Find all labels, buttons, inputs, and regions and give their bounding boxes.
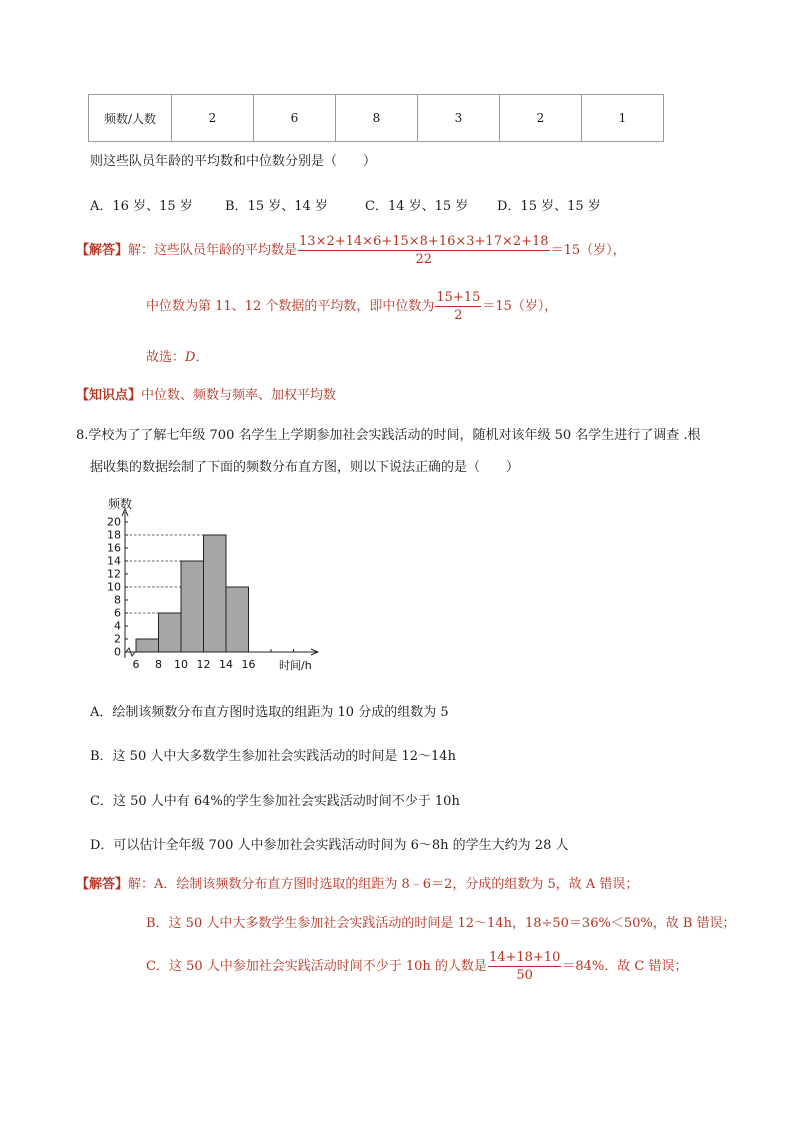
solution-a: 解：A．绘制该频数分布直方图时选取的组距为 8﹣6＝2，分成的组数为 5，故 A 错误；: [128, 877, 639, 892]
table-cell: 2: [500, 95, 582, 142]
table-cell: 1: [582, 95, 664, 142]
histogram-bar: [226, 587, 249, 652]
y-tick-label: 2: [114, 632, 121, 646]
choose-end: ．: [195, 350, 209, 365]
mean-fraction: [298, 234, 550, 267]
solution-b: B．这 50 人中大多数学生参加社会实践活动的时间是 12～14h，18÷50＝36%＜50%，故 B 错误；: [146, 916, 736, 931]
q7-option-b: B．15 岁、14 岁: [225, 199, 328, 214]
q7-median-line: [146, 290, 557, 323]
y-tick-label: 8: [114, 593, 121, 607]
y-tick-label: 16: [107, 541, 121, 555]
y-tick-label: 18: [107, 528, 121, 542]
solution-c-prefix: C．这 50 人中参加社会实践活动时间不少于 10h 的人数是: [146, 959, 487, 974]
y-tick-label: 6: [114, 606, 121, 620]
x-tick-label: 8: [155, 658, 162, 671]
y-tick-label: 10: [107, 580, 121, 594]
x-axis-label: 时间/h: [279, 659, 312, 672]
histogram-bar: [204, 535, 227, 652]
mean-numerator: 13×2+14×6+15×8+16×3+17×2+18: [299, 234, 549, 249]
q7-option-c: C．14 岁、15 岁: [365, 199, 469, 214]
q7-option-d: D．15 岁、15 岁: [497, 199, 601, 214]
table-row: [89, 95, 664, 142]
q7-answer-line: [76, 234, 626, 267]
q8-question-line1: 8.学校为了了解七年级 700 名学生上学期参加社会实践活动的时间，随机对该年级 50 名学生进行了调查 .根: [76, 428, 701, 443]
median-result: ＝15（岁），: [482, 299, 558, 314]
q8-option-b: B．这 50 人中大多数学生参加社会实践活动的时间是 12～14h: [90, 749, 456, 764]
x-tick-label: 10: [174, 658, 188, 671]
x-tick-label: 16: [241, 658, 256, 671]
q7-option-a: A．16 岁、15 岁: [90, 199, 193, 214]
frequency-table: [88, 94, 664, 142]
solution-c-denominator: 50: [516, 968, 533, 983]
choose-letter: D: [185, 350, 196, 365]
solution-c-fraction: [488, 950, 561, 983]
q7-knowledge-line: [76, 384, 336, 403]
table-cell: 2: [172, 95, 254, 142]
solution-c-suffix: ＝84%．故 C 错误；: [562, 959, 688, 974]
q7-question: 则这些队员年龄的平均数和中位数分别是（ ）: [90, 154, 377, 169]
q8-answer-line-a: [76, 873, 638, 892]
mean-result: ＝15（岁），: [550, 243, 626, 258]
median-denominator: 2: [454, 308, 463, 323]
answer-tag: 【解答】: [76, 243, 129, 258]
q8-option-a: A．绘制该频数分布直方图时选取的组距为 10 分成的组数为 5: [90, 705, 449, 720]
y-tick-label: 4: [114, 619, 121, 633]
histogram-bar: [181, 561, 204, 652]
mean-denominator: 22: [415, 252, 433, 267]
knowledge-text: 中位数、频数与频率、加权平均数: [141, 388, 337, 403]
choose-label: 故选：: [146, 350, 186, 365]
table-cell: 3: [418, 95, 500, 142]
answer-tag: 【解答】: [76, 877, 129, 892]
q8-answer-line-c: [146, 950, 687, 983]
x-tick-label: 6: [132, 658, 140, 671]
q8-option-d: D．可以估计全年级 700 人中参加社会实践活动时间为 6～8h 的学生大约为 28 人: [90, 838, 569, 853]
answer-prefix: 解：这些队员年龄的平均数是: [128, 243, 298, 258]
x-tick-label: 12: [196, 658, 211, 671]
table-cell: 6: [254, 95, 336, 142]
table-header-cell: 频数/人数: [89, 95, 172, 142]
y-tick-label: 12: [107, 567, 121, 581]
y-tick-label: 0: [114, 645, 121, 659]
median-fraction: [435, 290, 481, 323]
table-cell: 8: [336, 95, 418, 142]
q8-question-line2: 据收集的数据绘制了下面的频数分布直方图，则以下说法正确的是（ ）: [90, 460, 520, 475]
y-tick-label: 14: [107, 554, 121, 568]
solution-c-numerator: 14+18+10: [488, 950, 561, 965]
histogram-bar: [136, 639, 159, 652]
y-axis-label: 频数: [108, 497, 133, 511]
histogram-bar: [159, 613, 182, 652]
q8-option-c: C．这 50 人中有 64%的学生参加社会实践活动时间不少于 10h: [90, 794, 460, 809]
knowledge-tag: 【知识点】: [76, 388, 142, 403]
y-tick-label: 20: [107, 515, 121, 529]
x-tick-label: 14: [219, 658, 233, 671]
histogram-chart: [80, 494, 340, 674]
median-numerator: 15+15: [436, 290, 481, 305]
median-text: 中位数为第 11、12 个数据的平均数，即中位数为: [146, 299, 435, 314]
q7-choose-line: [146, 346, 208, 365]
